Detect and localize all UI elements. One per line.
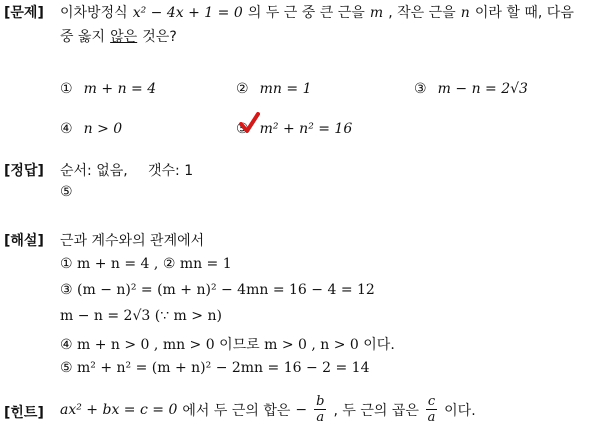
option-2-text: mn = 1 xyxy=(259,81,312,97)
hint-tag: [힌트] xyxy=(4,405,44,421)
hint-text-3: 이다. xyxy=(444,402,476,419)
option-1-number: ① xyxy=(60,81,73,97)
option-4-number: ④ xyxy=(60,121,73,137)
question-text-3: , 작은 근을 xyxy=(388,5,456,21)
option-5-text: m² + n² = 16 xyxy=(259,121,353,137)
checkmark-icon xyxy=(238,111,260,135)
explanation-title: 근과 계수와의 관계에서 xyxy=(60,233,205,249)
answer-value: ⑤ xyxy=(60,184,73,200)
option-4 xyxy=(60,118,122,137)
hint-product-denominator: a xyxy=(427,410,436,425)
explanation-line-4: ④ m + n > 0 , mn > 0 이므로 m > 0 , n > 0 이다. xyxy=(60,337,395,353)
question-tag: [문제] xyxy=(4,5,44,21)
answer-tag: [정답] xyxy=(4,163,44,179)
explanation-line-3: m − n = 2√3 (∵ m > n) xyxy=(60,308,222,324)
hint-sum-fraction xyxy=(314,394,326,425)
hint-line xyxy=(60,394,476,425)
explanation-tag: [해설] xyxy=(4,233,44,249)
answer-count: 갯수: 1 xyxy=(148,163,194,179)
hint-product-numerator: c xyxy=(427,394,436,409)
question-text-7: 것은? xyxy=(142,29,177,45)
explanation-line-2: ③ (m − n)² = (m + n)² − 4mn = 16 − 4 = 12 xyxy=(60,282,375,298)
hint-product-fraction xyxy=(426,394,437,425)
option-3-text: m − n = 2√3 xyxy=(437,81,528,97)
answer-order: 순서: 없음, xyxy=(60,163,128,179)
question-text-1: 이차방정식 xyxy=(60,5,128,21)
option-5-number: ⑤ xyxy=(236,121,249,137)
question-text-5: 중 옳지 xyxy=(60,29,106,45)
question-var-m: m xyxy=(369,5,384,21)
option-1 xyxy=(60,78,156,97)
hint-sum-denominator: a xyxy=(316,410,325,425)
question-line-2 xyxy=(60,26,177,46)
question-underlined-word: 않은 xyxy=(110,29,138,45)
option-2 xyxy=(236,78,312,97)
question-line-1 xyxy=(60,2,574,22)
question-var-n: n xyxy=(460,5,470,21)
option-3 xyxy=(414,78,528,97)
option-4-text: n > 0 xyxy=(83,121,123,137)
explanation-line-5: ⑤ m² + n² = (m + n)² − 2mn = 16 − 2 = 14 xyxy=(60,360,370,376)
question-equation: x² − 4x + 1 = 0 xyxy=(132,5,243,21)
explanation-line-1: ① m + n = 4 , ② mn = 1 xyxy=(60,256,232,272)
option-1-text: m + n = 4 xyxy=(83,81,157,97)
question-text-4: 이라 할 때, 다음 xyxy=(474,5,574,21)
question-text-2: 의 두 근 중 큰 근을 xyxy=(247,5,365,21)
hint-sum-numerator: b xyxy=(316,394,325,409)
hint-sum-sign: − xyxy=(295,401,308,418)
hint-equation: ax² + bx = c = 0 xyxy=(60,401,178,418)
option-2-number: ② xyxy=(236,81,249,97)
option-3-number: ③ xyxy=(414,81,427,97)
hint-text-1: 에서 두 근의 합은 xyxy=(182,402,291,419)
hint-text-2: , 두 근의 곱은 xyxy=(333,402,419,419)
